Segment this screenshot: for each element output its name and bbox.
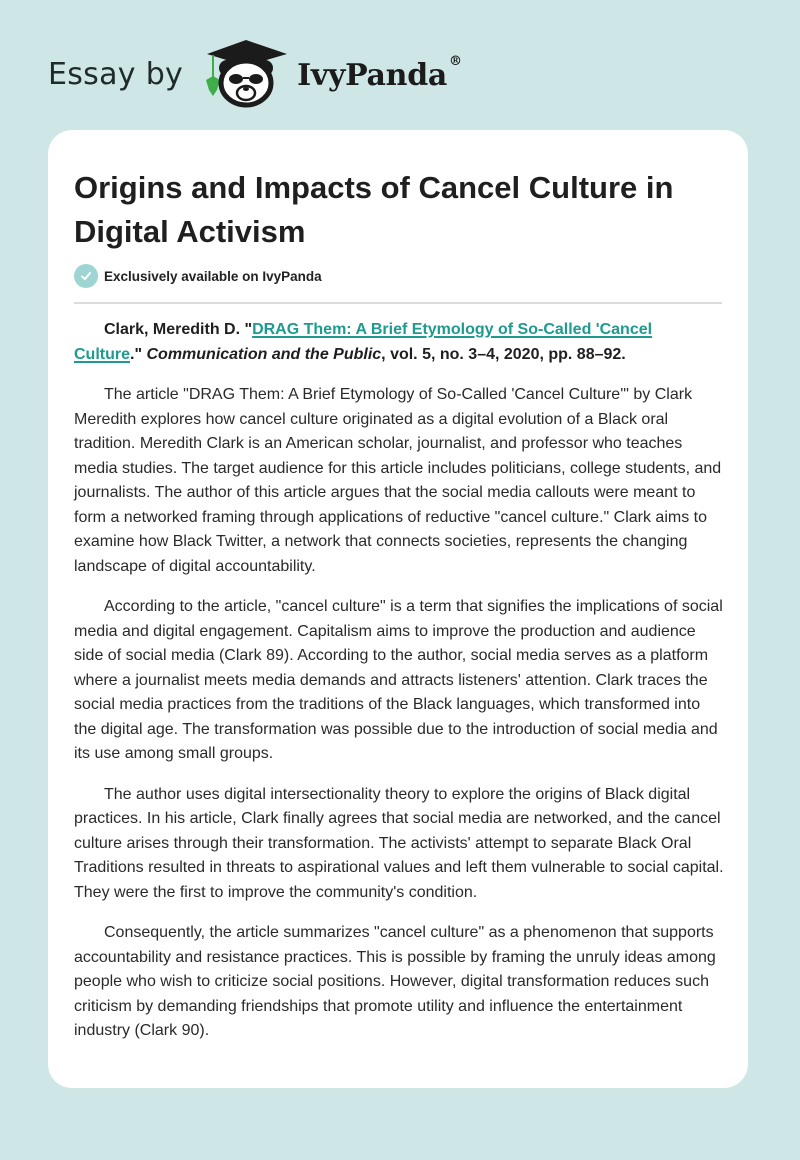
brand-name[interactable] [297, 53, 462, 93]
panda-logo-icon[interactable] [203, 36, 289, 108]
citation-article-link[interactable]: DRAG Them: A Brief Etymology of So-Called 'Cancel Culture [74, 321, 653, 363]
essay-card [48, 130, 748, 1088]
citation-journal: Communication and the Public [146, 345, 382, 363]
exclusive-label: Exclusively available on IvyPanda [104, 268, 322, 284]
essay-by-label: Essay by [48, 56, 184, 92]
paragraph: The article "DRAG Them: A Brief Etymology of So-Called 'Cancel Culture'" by Clark Meredith explores how cancel culture originated as a digital evolution of a Black oral tradition. Meredith Clark is an American scholar, journalist, and professor who teaches media studies. The target audience for this article includes politicians, college students, and journalists. The author of this article argues that the social media callouts were meant to form a networked framing through applications of reductive "cancel culture." Clark aims to examine how Black Twitter, a network that connects societies, represents the changing landscape of digital accountability. [74, 386, 722, 575]
paragraph: According to the article, "cancel culture" is a term that signifies the implications of social media and digital engagement. Capitalism aims to improve the production and audience side of social media (Clark 89). According to the author, social media serves as a platform where a journalist meets media demands and attracts listeners' attention. Clark traces the social media practices from the traditions of the Black languages, which transformed into the digital age. The transformation was possible due to the introduction of social media and its use among small groups. [74, 598, 723, 762]
essay-body [74, 318, 724, 1060]
divider [74, 302, 722, 304]
citation-after-link: ." [130, 345, 147, 363]
site-header [48, 34, 462, 110]
page-title: Origins and Impacts of Cancel Culture in Digital Activism [74, 170, 674, 249]
brand-text: IvyPanda [297, 57, 448, 93]
citation [74, 318, 724, 367]
citation-author: Clark, Meredith D. " [104, 321, 253, 338]
citation-details: , vol. 5, no. 3–4, 2020, pp. 88–92. [381, 345, 626, 363]
paragraph: The author uses digital intersectionality theory to explore the origins of Black digital practices. In his article, Clark finally agrees that social media are networked, and the cancel culture arises through their transformation. The activists' attempt to separate Black Oral Traditions resulted in threats to aspirational values and left them vulnerable to social capital. They were the first to improve the community's condition. [74, 785, 724, 901]
registered-mark: ® [449, 53, 462, 69]
check-circle-icon [74, 264, 98, 288]
exclusive-badge [74, 264, 322, 288]
paragraph: Consequently, the article summarizes "cancel culture" as a phenomenon that supports accountability and resistance practices. This is possible by framing the unruly ideas among people who wish to criticize social positions. However, digital transformation reduces such criticism by demanding friendships that promote utility and influence the entertainment industry (Clark 90). [74, 924, 716, 1039]
